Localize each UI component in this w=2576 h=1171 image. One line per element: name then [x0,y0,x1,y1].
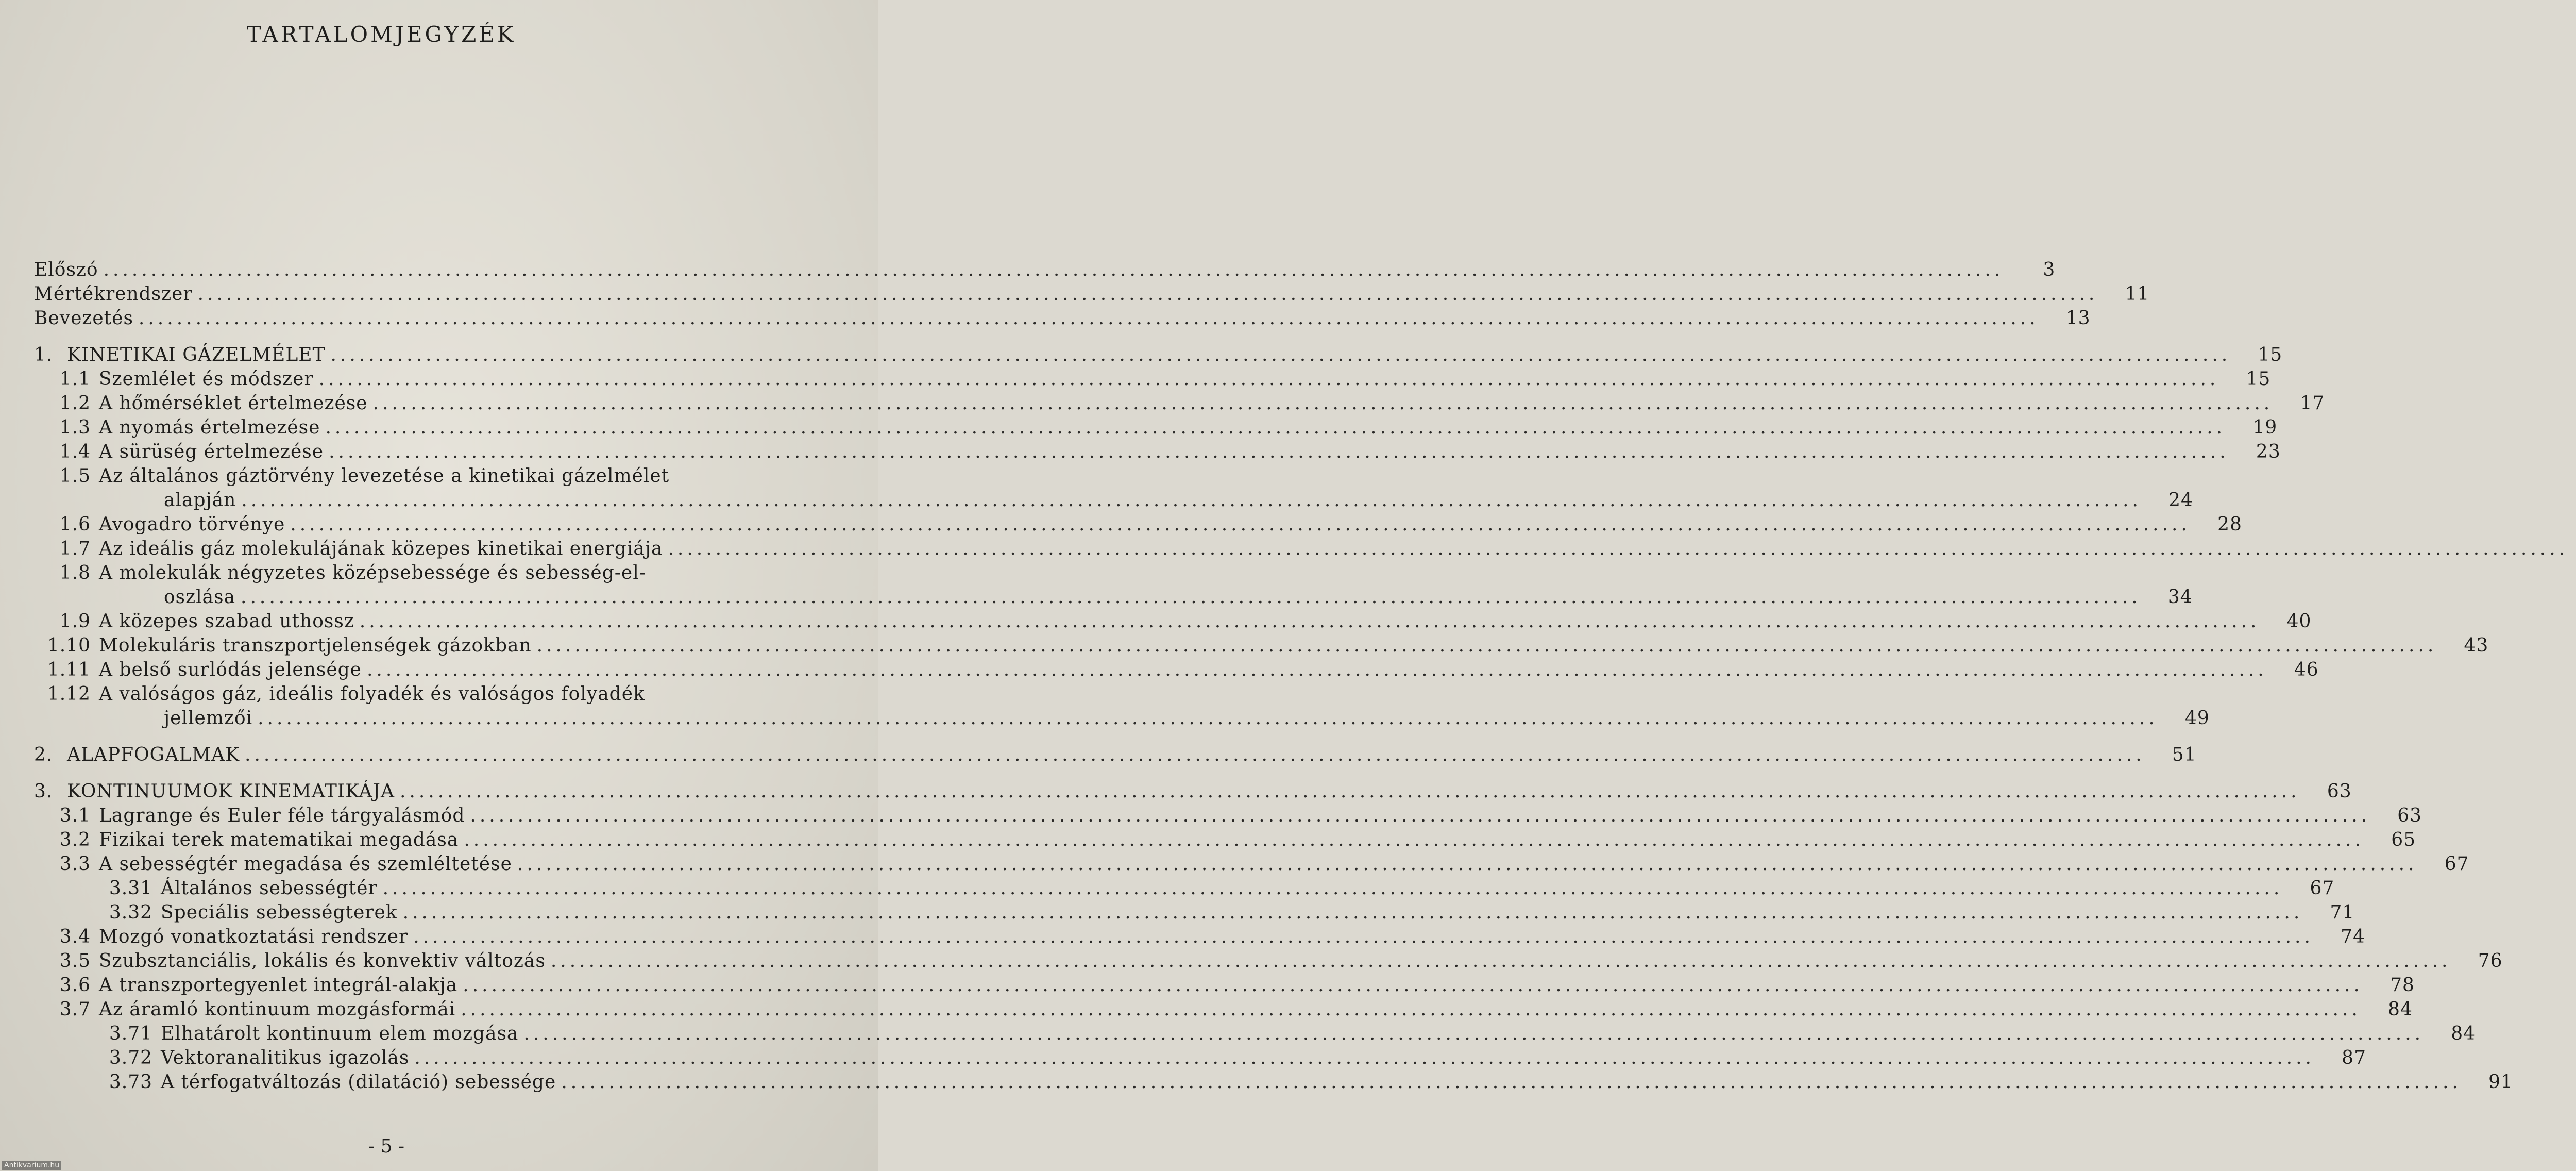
toc-entry-title: Avogadro törvénye [99,514,285,535]
toc-entry-page: 63 [2397,805,2422,826]
toc-entry [34,804,2422,828]
toc-entry-page: 19 [2252,417,2278,438]
toc-entry-number: 1.12 [47,683,91,705]
toc-entry-number: 2. [34,744,53,765]
toc-entry-page: 78 [2390,975,2415,996]
toc-entry [34,367,2271,391]
dot-leader: ........................................................................................................................................................................................................ [325,417,2226,438]
toc-entry [34,706,2210,730]
toc-entry-title: Elhatárolt kontinuum elem mozgása [161,1023,519,1044]
dot-leader: ........................................................................................................................................................................................................ [464,829,2365,850]
toc-entry [34,949,2503,973]
toc-entry-title: Általános sebességtér [161,878,378,899]
dot-leader: ........................................................................................................................................................................................................ [138,308,2039,329]
toc-entry-number: 3.1 [59,805,91,826]
dot-leader: ........................................................................................................................................................................................................ [330,344,2231,365]
toc-entry-page: 49 [2184,708,2210,729]
dot-leader: ........................................................................................................................................................................................................ [413,926,2314,947]
toc-entry-page: 74 [2341,926,2365,947]
dot-leader: ........................................................................................................................................................................................................ [382,878,2283,899]
toc-entry-number: 3.71 [109,1023,152,1044]
toc-entry-number: 3.7 [59,999,91,1020]
toc-entry [34,997,2413,1022]
toc-entry [34,779,2352,804]
toc-entry-page: 24 [2168,490,2193,511]
toc-entry-page: 67 [2310,878,2335,899]
dot-leader: ........................................................................................................................................................................................................ [290,514,2191,535]
toc-entry-number: 1.2 [59,393,91,414]
toc-entry-number: 1. [34,344,53,365]
toc-entry-title: Az általános gáztörvény levezetése a kinetikai gázelmélet [99,465,670,487]
toc-entry-title-continued: alapján [164,490,236,511]
toc-entry-page: 23 [2256,441,2281,462]
toc-entry-page: 51 [2172,744,2197,765]
dot-leader: ........................................................................................................................................................................................................ [402,902,2303,923]
toc-entry-title: A sürüség értelmezése [99,441,324,462]
toc-entry [34,415,2278,440]
toc-entry [34,828,2416,852]
toc-entry-number: 3.2 [59,829,91,850]
dot-leader: ........................................................................................................................................................................................................ [197,283,2098,305]
toc-entry-number: 3.73 [109,1072,152,1093]
toc-entry-title: A molekulák négyzetes középsebessége és sebesség-el- [99,562,646,583]
toc-entry-title: Bevezetés [34,308,133,329]
toc-entry [34,258,2056,282]
toc-entry-page: 87 [2342,1047,2366,1068]
dot-leader: ........................................................................................................................................................................................................ [399,781,2300,802]
toc-entry-number: 3. [34,781,53,802]
toc-entry-number: 1.3 [59,417,91,438]
dot-leader: ........................................................................................................................................................................................................ [523,1023,2425,1044]
toc-entry-title: Mozgó vonatkoztatási rendszer [99,926,409,947]
toc-entry-title: ALAPFOGALMAK [67,744,240,765]
toc-entry-number: 3.72 [109,1047,152,1068]
dot-leader: ........................................................................................................................................................................................................ [372,393,2274,414]
dot-leader: ........................................................................................................................................................................................................ [245,744,2145,765]
toc-entry-page: 17 [2300,393,2325,414]
toc-entry [34,585,2193,609]
toc-entry-title: KINETIKAI GÁZELMÉLET [67,344,326,365]
toc-entry-page: 46 [2294,659,2319,680]
toc-entry-number: 3.3 [59,854,91,875]
dot-leader: ........................................................................................................................................................................................................ [258,708,2158,729]
toc-entry-title: A sebességtér megadása és szemléltetése [99,854,512,875]
dot-leader: ........................................................................................................................................................................................................ [414,1047,2315,1068]
toc-entry [34,633,2489,658]
dot-leader: ........................................................................................................................................................................................................ [561,1072,2462,1093]
toc-entry [34,512,2242,537]
toc-entry-title: Szubsztanciális, lokális és konvektiv változás [99,950,546,972]
toc-entry-number: 1.6 [59,514,91,535]
toc-entry [34,743,2197,767]
toc-entry-title: Szemlélet és módszer [99,369,314,390]
toc-entry-page: 3 [2043,259,2056,280]
dot-leader: ........................................................................................................................................................................................................ [366,659,2267,680]
toc-entry-page: 15 [2246,369,2271,390]
toc-entry [34,282,2150,306]
toc-entry [34,306,2091,330]
toc-entry [34,925,2365,949]
toc-entry-number: 1.11 [47,659,91,680]
toc-entry-number: 1.8 [59,562,91,583]
dot-leader: ........................................................................................................................................................................................................ [318,369,2219,390]
toc-entry [34,609,2312,633]
dot-leader: ........................................................................................................................................................................................................ [329,441,2229,462]
toc-entry [34,488,2193,512]
toc-entry-number: 1.1 [59,369,91,390]
table-of-contents [34,258,2569,1094]
toc-entry-number: 1.5 [59,465,91,487]
toc-entry-title: Mértékrendszer [34,283,193,305]
toc-entry-title: A nyomás értelmezése [99,417,320,438]
toc-entry [34,900,2355,925]
toc-entry-page: 15 [2258,344,2283,365]
toc-entry-title: Speciális sebességterek [161,902,398,923]
dot-leader: ........................................................................................................................................................................................................ [668,538,2569,559]
toc-entry-page: 13 [2065,308,2091,329]
toc-entry-number: 3.5 [59,950,91,972]
toc-entry [34,1046,2366,1070]
toc-entry [34,973,2415,997]
toc-entry-page: 11 [2125,283,2150,305]
toc-entry [34,343,2283,367]
toc-entry-page: 63 [2327,781,2352,802]
toc-entry-page: 40 [2286,611,2312,632]
toc-entry [34,1022,2476,1046]
toc-entry-title: A belső surlódás jelensége [99,659,362,680]
toc-entry-title: A közepes szabad uthossz [99,611,354,632]
page-number: - 5 - [368,1136,405,1157]
toc-entry-title: Lagrange és Euler féle tárgyalásmód [99,805,465,826]
page-title: TARTALOMJEGYZÉK [246,22,516,47]
toc-entry-title: A térfogatváltozás (dilatáció) sebessége [161,1072,556,1093]
toc-entry-page: 84 [2451,1023,2476,1044]
dot-leader: ........................................................................................................................................................................................................ [241,587,2141,608]
toc-entry [34,440,2281,464]
toc-entry-number: 1.7 [59,538,91,559]
dot-leader: ........................................................................................................................................................................................................ [536,635,2437,656]
toc-entry-title: Az ideális gáz molekulájának közepes kinetikai energiája [99,538,663,559]
dot-leader: ........................................................................................................................................................................................................ [103,259,2004,280]
toc-entry [34,391,2325,415]
toc-entry-title: Vektoranalitikus igazolás [161,1047,410,1068]
toc-entry-number: 1.10 [47,635,91,656]
dot-leader: ........................................................................................................................................................................................................ [470,805,2371,826]
toc-entry [34,537,2569,561]
dot-leader: ........................................................................................................................................................................................................ [359,611,2260,632]
toc-entry-title: Molekuláris transzportjelenségek gázokban [99,635,532,656]
toc-entry-page: 28 [2217,514,2242,535]
dot-leader: ........................................................................................................................................................................................................ [241,490,2142,511]
toc-entry-page: 65 [2391,829,2416,850]
toc-entry-page: 76 [2478,950,2503,972]
toc-entry-page: 43 [2464,635,2489,656]
toc-entry-number: 3.31 [109,878,152,899]
toc-entry [34,658,2319,682]
toc-entry-number: 1.4 [59,441,91,462]
toc-entry-number: 3.4 [59,926,91,947]
toc-entry-page: 91 [2488,1072,2513,1093]
toc-entry [34,876,2335,900]
dot-leader: ........................................................................................................................................................................................................ [517,854,2418,875]
toc-entry-title: Fizikai terek matematikai megadása [99,829,459,850]
toc-entry-title: Az áramló kontinuum mozgásformái [99,999,456,1020]
toc-entry-title: A transzportegyenlet integrál-alakja [99,975,458,996]
toc-entry-number: 3.32 [109,902,152,923]
dot-leader: ........................................................................................................................................................................................................ [461,999,2361,1020]
toc-entry [34,1070,2513,1094]
toc-entry-title-continued: oszlása [164,587,236,608]
toc-entry-number: 3.6 [59,975,91,996]
toc-entry [34,682,740,706]
dot-leader: ........................................................................................................................................................................................................ [550,950,2451,972]
toc-entry-title: A valóságos gáz, ideális folyadék és valóságos folyadék [99,683,645,705]
toc-entry [34,852,2469,876]
toc-entry-title: A hőmérséklet értelmezése [99,393,368,414]
toc-entry [34,464,740,488]
toc-entry-page: 84 [2388,999,2413,1020]
toc-entry-number: 1.9 [59,611,91,632]
toc-entry-title-continued: jellemzői [164,708,253,729]
toc-entry-title: Előszó [34,259,98,280]
toc-entry-title: KONTINUUMOK KINEMATIKÁJA [67,781,395,802]
toc-entry [34,561,740,585]
toc-entry-page: 34 [2167,587,2193,608]
dot-leader: ........................................................................................................................................................................................................ [463,975,2363,996]
toc-entry-page: 71 [2330,902,2355,923]
toc-entry-page: 67 [2444,854,2469,875]
watermark: Antikvarium.hu [2,1161,61,1170]
